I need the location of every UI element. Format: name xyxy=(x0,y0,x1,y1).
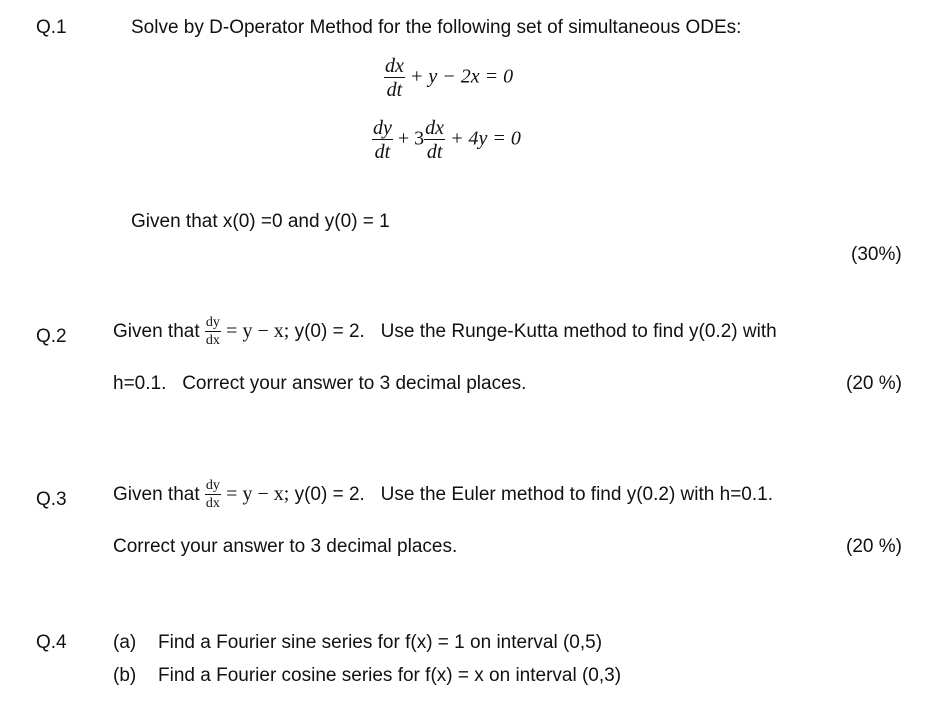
question-2-line-2: h=0.1. Correct your answer to 3 decimal places. xyxy=(113,373,527,394)
question-3-marks: (20 %) xyxy=(846,536,902,557)
fraction-dy-dt: $\frac{dy}{dt}$ xyxy=(373,117,392,163)
question-2-label: Q.2 xyxy=(36,326,67,347)
fraction-dy-dx: $\frac{dy}{dx}$ xyxy=(205,478,220,511)
question-1-marks: (30%) xyxy=(851,244,902,265)
question-2-marks: (20 %) xyxy=(846,373,902,394)
fraction-dx-dt: $\frac{dx}{dt}$ xyxy=(385,55,404,101)
question-4-part-b-label: (b) xyxy=(113,665,137,686)
question-3-line-2: Correct your answer to 3 decimal places. xyxy=(113,536,458,557)
question-3-label: Q.3 xyxy=(36,489,67,510)
question-1-equation-1: $\frac{dx}{dt}$ + y − 2x = 0 xyxy=(385,55,514,101)
question-1-equation-2: $\frac{dy}{dt}$ + 3 $\frac{dx}{dt}$ + 4y = 0 xyxy=(373,117,521,163)
question-4-label: Q.4 xyxy=(36,632,67,653)
question-4-part-a: Find a Fourier sine series for f(x) = 1 on interval (0,5) xyxy=(158,632,603,653)
question-1-condition: Given that x(0) =0 and y(0) = 1 xyxy=(131,211,390,232)
question-4-part-b: Find a Fourier cosine series for f(x) = x on interval (0,3) xyxy=(158,665,622,686)
question-1-title: Solve by D-Operator Method for the following set of simultaneous ODEs: xyxy=(131,17,742,38)
fraction-dx-dt: $\frac{dx}{dt}$ xyxy=(425,117,445,163)
question-2-line-1: Given that $\frac{dy}{dx}$ = y − x; y(0) = 2. Use the Runge-Kutta method to find y(0.2) with xyxy=(113,315,777,348)
question-3-line-1: Given that $\frac{dy}{dx}$ = y − x; y(0) = 2. Use the Euler method to find y(0.2) with h=0.1. xyxy=(113,478,773,511)
question-4-part-a-label: (a) xyxy=(113,632,137,653)
fraction-dy-dx: $\frac{dy}{dx}$ xyxy=(205,315,220,348)
question-1-label: Q.1 xyxy=(36,17,67,38)
